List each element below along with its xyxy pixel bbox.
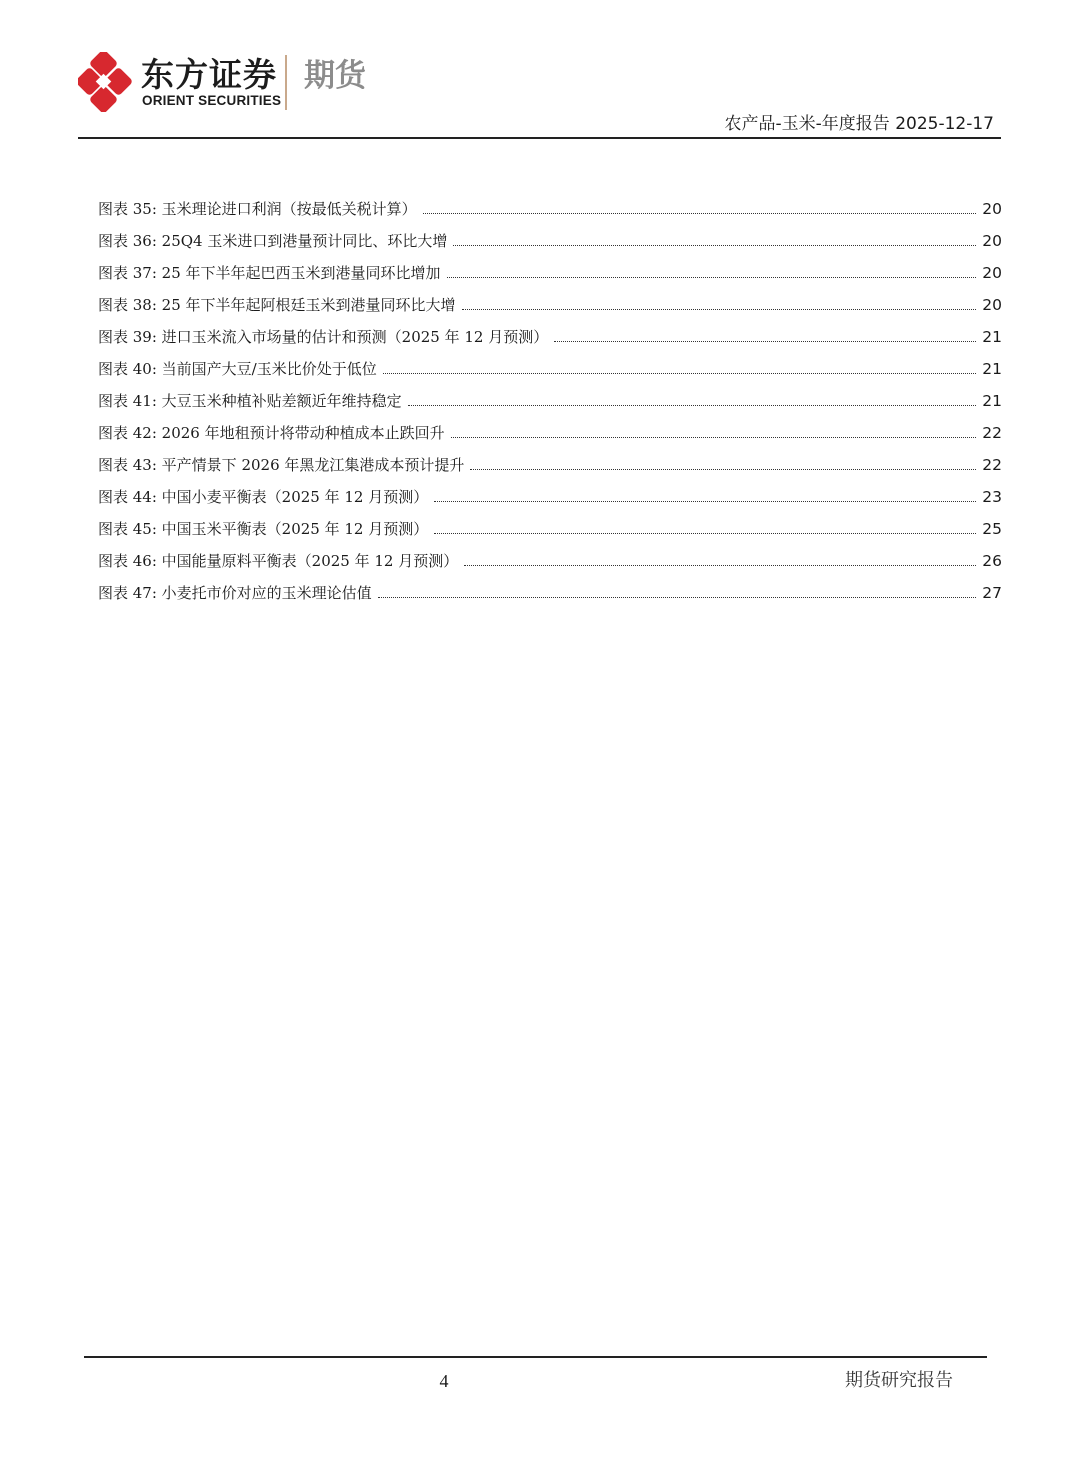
header-divider (78, 137, 1001, 139)
toc-entry-title: 图表 45: 中国玉米平衡表（2025 年 12 月预测） (98, 520, 429, 538)
toc-entry-page: 20 (982, 232, 1002, 250)
toc-dot-leader (470, 468, 976, 470)
page-number: 4 (439, 1371, 449, 1391)
toc-entry-page: 21 (982, 360, 1002, 378)
page-header (0, 0, 1080, 140)
toc-entry-page: 21 (982, 392, 1002, 410)
orient-securities-logo-icon (78, 52, 132, 112)
toc-entry[interactable] (98, 454, 1002, 486)
toc-entry-page: 25 (982, 520, 1002, 538)
toc-entry-title: 图表 36: 25Q4 玉米进口到港量预计同比、环比大增 (98, 232, 448, 250)
company-name-cn: 东方证券 (141, 55, 277, 94)
toc-dot-leader (378, 596, 976, 598)
toc-entry[interactable] (98, 550, 1002, 582)
toc-dot-leader (423, 212, 976, 214)
logo-divider (285, 55, 287, 110)
toc-entry-title: 图表 38: 25 年下半年起阿根廷玉米到港量同环比大增 (98, 296, 456, 314)
report-meta: 农产品-玉米-年度报告 2025-12-17 (724, 114, 994, 134)
toc-dot-leader (434, 500, 976, 502)
toc-dot-leader (434, 532, 976, 534)
toc-entry[interactable] (98, 358, 1002, 390)
toc-dot-leader (453, 244, 976, 246)
toc-entry-page: 22 (982, 456, 1002, 474)
toc-entry-title: 图表 40: 当前国产大豆/玉米比价处于低位 (98, 360, 377, 378)
toc-entry-page: 20 (982, 264, 1002, 282)
toc-entry-page: 22 (982, 424, 1002, 442)
toc-entry[interactable] (98, 262, 1002, 294)
toc-entry-title: 图表 43: 平产情景下 2026 年黑龙江集港成本预计提升 (98, 456, 465, 474)
division-label: 期货 (304, 58, 366, 94)
toc-dot-leader (447, 276, 976, 278)
toc-entry-page: 20 (982, 296, 1002, 314)
footer-label: 期货研究报告 (845, 1370, 953, 1391)
toc-dot-leader (451, 436, 976, 438)
figure-list (98, 198, 1002, 614)
toc-entry-title: 图表 35: 玉米理论进口利润（按最低关税计算） (98, 200, 417, 218)
toc-entry-page: 27 (982, 584, 1002, 602)
toc-dot-leader (383, 372, 976, 374)
toc-dot-leader (464, 564, 976, 566)
toc-entry-page: 26 (982, 552, 1002, 570)
toc-entry-title: 图表 41: 大豆玉米种植补贴差额近年维持稳定 (98, 392, 402, 410)
toc-entry-title: 图表 44: 中国小麦平衡表（2025 年 12 月预测） (98, 488, 429, 506)
company-name-en: ORIENT SECURITIES (142, 93, 282, 108)
toc-entry[interactable] (98, 422, 1002, 454)
toc-dot-leader (462, 308, 976, 310)
toc-entry[interactable] (98, 486, 1002, 518)
toc-entry[interactable] (98, 294, 1002, 326)
toc-entry[interactable] (98, 582, 1002, 614)
toc-entry-title: 图表 42: 2026 年地租预计将带动种植成本止跌回升 (98, 424, 445, 442)
toc-entry-title: 图表 47: 小麦托市价对应的玉米理论估值 (98, 584, 372, 602)
toc-entry[interactable] (98, 198, 1002, 230)
toc-dot-leader (408, 404, 976, 406)
toc-entry-title: 图表 37: 25 年下半年起巴西玉米到港量同环比增加 (98, 264, 441, 282)
toc-entry-page: 20 (982, 200, 1002, 218)
toc-entry[interactable] (98, 326, 1002, 358)
footer-divider (84, 1356, 987, 1358)
toc-entry-page: 21 (982, 328, 1002, 346)
toc-entry[interactable] (98, 518, 1002, 550)
toc-entry-title: 图表 46: 中国能量原料平衡表（2025 年 12 月预测） (98, 552, 459, 570)
toc-dot-leader (554, 340, 976, 342)
toc-entry-title: 图表 39: 进口玉米流入市场量的估计和预测（2025 年 12 月预测） (98, 328, 549, 346)
toc-entry-page: 23 (982, 488, 1002, 506)
toc-entry[interactable] (98, 390, 1002, 422)
toc-entry[interactable] (98, 230, 1002, 262)
